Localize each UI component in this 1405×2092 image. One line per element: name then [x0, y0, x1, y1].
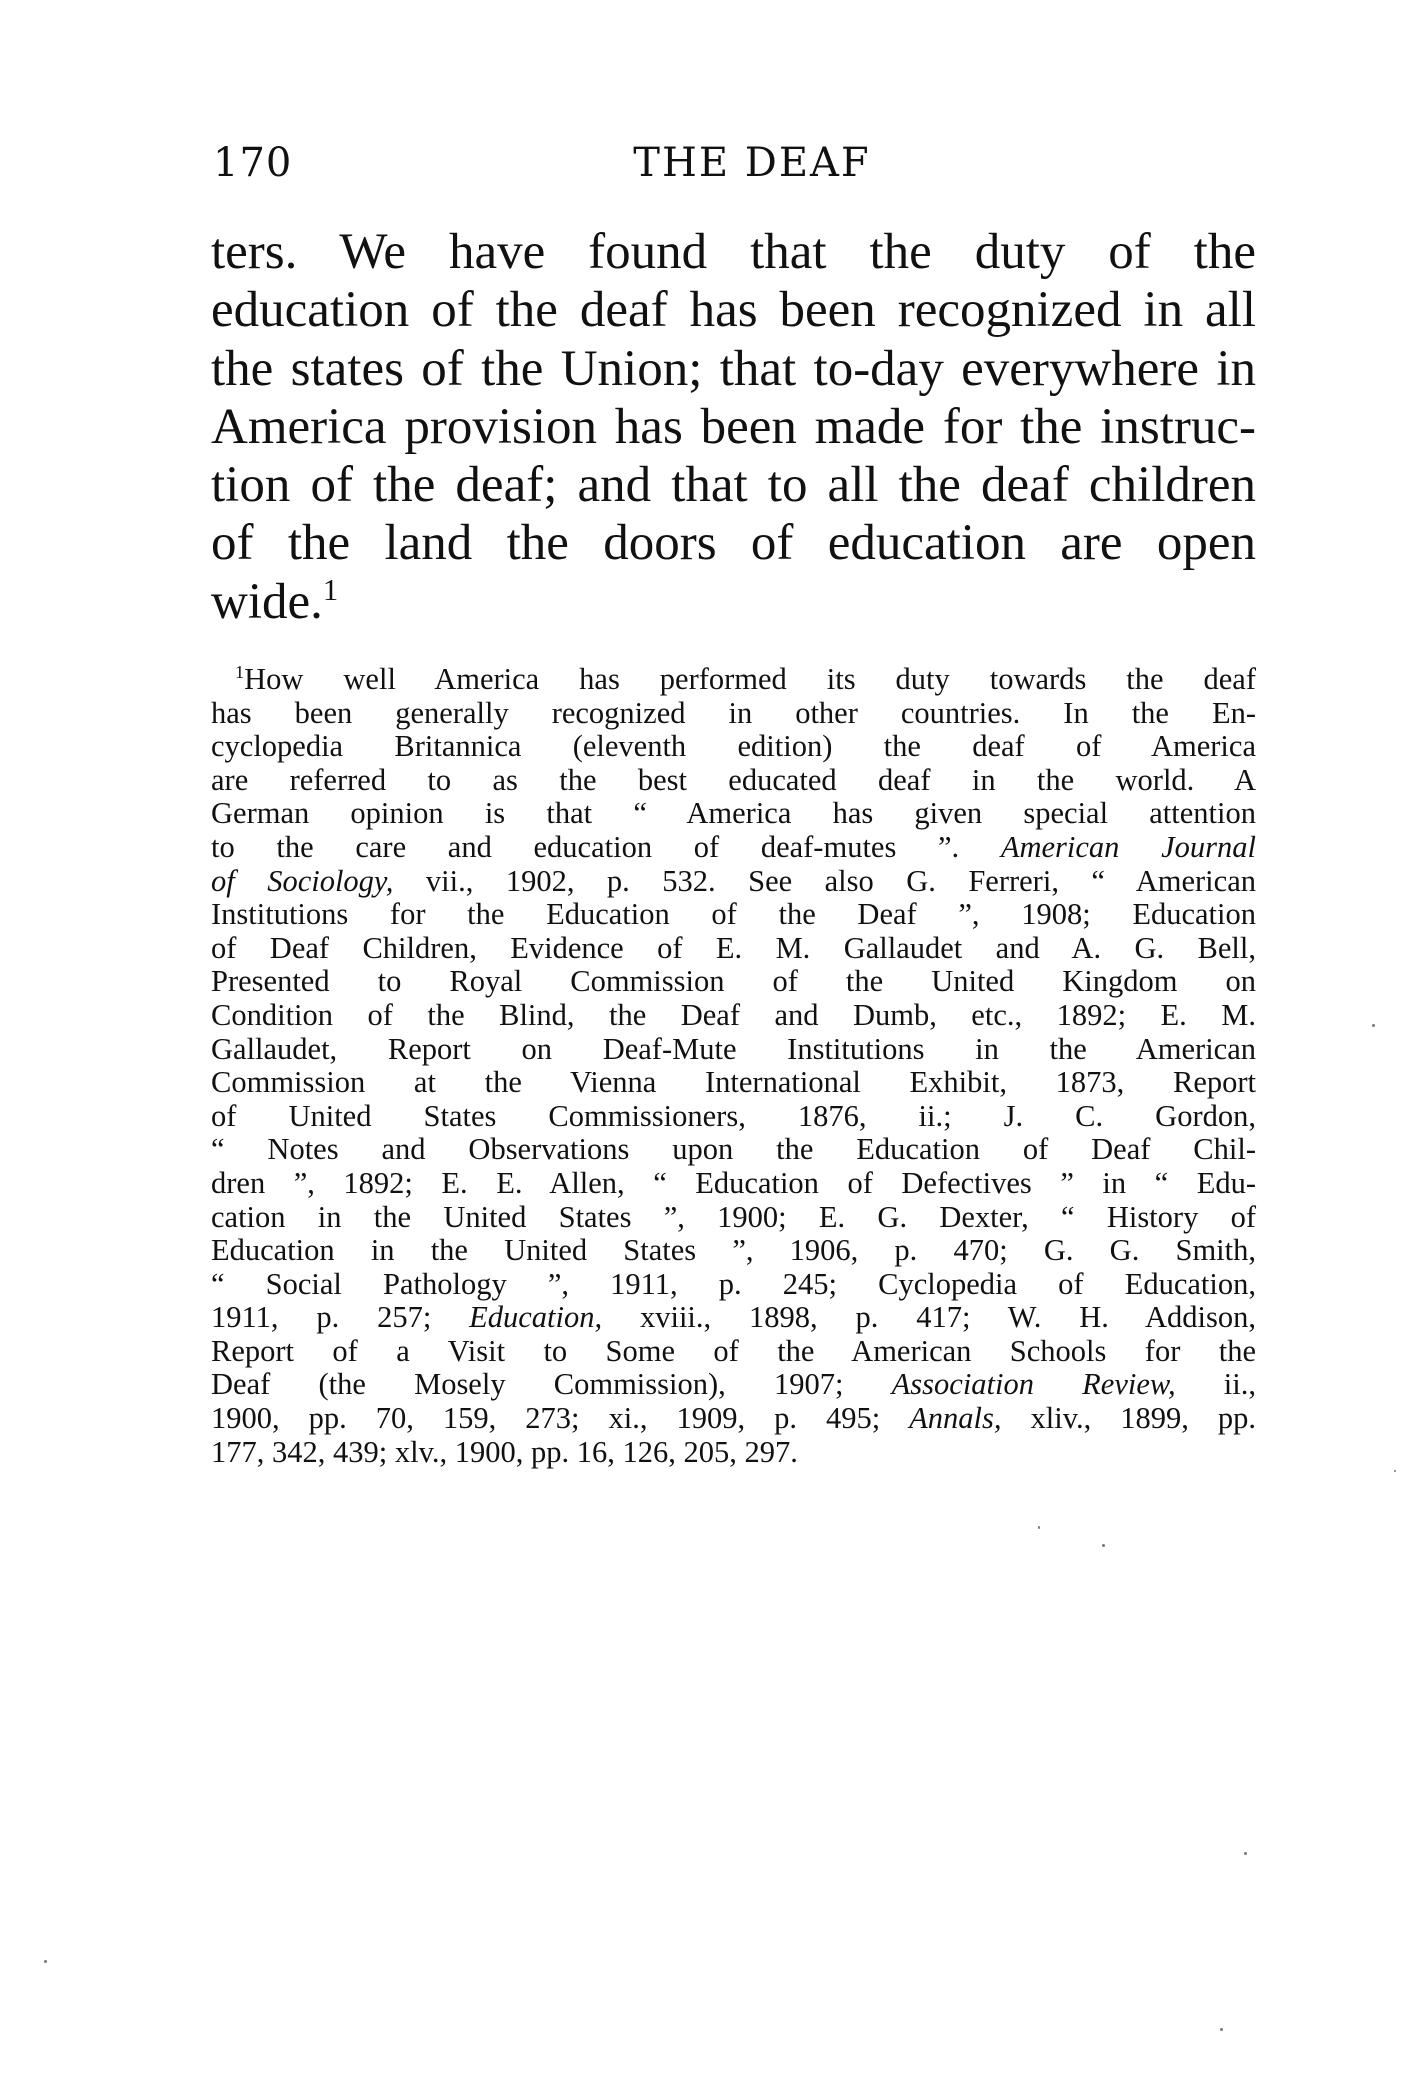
footnote-text: xliv., 1899, pp.: [1001, 1401, 1256, 1436]
footnote-italic-title: Annals,: [909, 1401, 1002, 1436]
footnote-text: “ Social Pathology ”, 1911, p. 245; Cyclopedia of Education,: [211, 1266, 1256, 1301]
footnote-line: [211, 965, 1256, 999]
footnote-line: [211, 898, 1256, 932]
footnote-text: 177, 342, 439; xlv., 1900, pp. 16, 126, 205, 297.: [211, 1434, 798, 1469]
footnote-text: 1911, p. 257;: [211, 1300, 470, 1335]
footnote-text: cyclopedia Britannica (eleventh edition) the deaf of America: [211, 729, 1256, 764]
footnote: [211, 663, 1256, 1469]
footnote-text: of United States Commissioners, 1876, ii.; J. C. Gordon,: [211, 1098, 1256, 1133]
body-line: education of the deaf has been recognized in all: [211, 282, 1256, 339]
footnote-line: [211, 1368, 1256, 1402]
footnote-text: cation in the United States ”, 1900; E. G. Dexter, “ History of: [211, 1199, 1256, 1234]
footnote-line: [211, 1133, 1256, 1167]
footnote-text: xviii., 1898, p. 417; W. H. Addison,: [602, 1300, 1256, 1335]
footnote-line: [211, 1100, 1256, 1134]
footnote-line: [211, 1402, 1256, 1436]
body-line-last: [211, 573, 1256, 631]
footnote-line: [211, 1234, 1256, 1268]
footnote-text: Deaf (the Mosely Commission), 1907;: [211, 1367, 892, 1402]
footnote-line: [211, 1201, 1256, 1235]
body-line: the states of the Union; that to-day everywhere in: [211, 340, 1256, 397]
footnote-line: [211, 1301, 1256, 1335]
footnote-text: has been generally recognized in other countries. In the En-: [211, 695, 1256, 730]
footnote-line: [211, 1436, 1256, 1470]
footnote-line: [211, 797, 1256, 831]
footnote-text: dren ”, 1892; E. E. Allen, “ Education of Defectives ” in “ Edu-: [211, 1165, 1256, 1200]
footnote-text: Condition of the Blind, the Deaf and Dumb, etc., 1892; E. M.: [211, 997, 1256, 1032]
footnote-line: [211, 1167, 1256, 1201]
footnote-text: Report of a Visit to Some of the American Schools for the: [211, 1333, 1256, 1368]
scan-speck: [1394, 1470, 1396, 1472]
body-line: ters. We have found that the duty of the: [211, 224, 1256, 280]
footnote-reference: 1: [322, 572, 339, 607]
scan-speck: [44, 1960, 47, 1963]
footnote-line: [211, 1033, 1256, 1067]
footnote-italic-title: Education,: [469, 1300, 603, 1335]
footnote-line: [211, 999, 1256, 1033]
footnote-text: vii., 1902, p. 532. See also G. Ferreri, “ American: [393, 863, 1256, 898]
footnote-text: to the care and education of deaf-mutes ”.: [211, 829, 1001, 864]
footnote-line: [211, 865, 1256, 899]
footnote-italic-title: Association Review,: [891, 1367, 1176, 1402]
footnote-line: [211, 697, 1256, 731]
scan-speck: [1372, 1024, 1375, 1027]
body-line-text: wide.: [211, 573, 323, 630]
footnote-text: How well America has performed its duty towards the deaf: [244, 662, 1256, 696]
footnote-line: [211, 831, 1256, 865]
footnote-text: Presented to Royal Commission of the United Kingdom on: [211, 964, 1256, 999]
footnote-line: [211, 663, 1256, 697]
footnote-text: of Deaf Children, Evidence of E. M. Gallaudet and A. G. Bell,: [211, 930, 1256, 965]
footnote-text: Institutions for the Education of the Deaf ”, 1908; Education: [211, 897, 1256, 932]
footnote-marker: 1: [235, 661, 245, 682]
footnote-text: 1900, pp. 70, 159, 273; xi., 1909, p. 495;: [211, 1401, 910, 1436]
scan-speck: [1244, 1852, 1247, 1855]
scan-speck: [1038, 1526, 1040, 1529]
footnote-italic-title: of Sociology,: [211, 863, 394, 898]
page-header: [213, 140, 1251, 190]
footnote-text: Education in the United States ”, 1906, p. 470; G. G. Smith,: [211, 1233, 1256, 1268]
footnote-italic-title: American Journal: [1000, 829, 1256, 864]
page-number: 170: [213, 140, 293, 186]
body-paragraph: [211, 223, 1256, 631]
footnote-line: [211, 730, 1256, 764]
footnote-line: [211, 1066, 1256, 1100]
footnote-line: [211, 764, 1256, 798]
footnote-text: German opinion is that “ America has given special attention: [211, 796, 1256, 831]
footnote-line: [211, 1335, 1256, 1369]
footnote-text: Gallaudet, Report on Deaf-Mute Institutions in the American: [211, 1031, 1256, 1066]
body-line: tion of the deaf; and that to all the deaf children: [211, 457, 1256, 514]
scan-speck: [1220, 2028, 1223, 2031]
footnote-text: ii.,: [1175, 1367, 1257, 1402]
footnote-line: [211, 1268, 1256, 1302]
footnote-text: “ Notes and Observations upon the Education of Deaf Chil-: [211, 1132, 1256, 1167]
footnote-text: are referred to as the best educated deaf in the world. A: [211, 762, 1256, 797]
footnote-line: [211, 932, 1256, 966]
body-line: of the land the doors of education are open: [211, 515, 1256, 572]
body-line: America provision has been made for the instruc-: [211, 398, 1256, 455]
footnote-text: Commission at the Vienna International Exhibit, 1873, Report: [211, 1065, 1256, 1100]
scan-speck: [1102, 1544, 1105, 1547]
running-head: THE DEAF: [633, 140, 871, 186]
